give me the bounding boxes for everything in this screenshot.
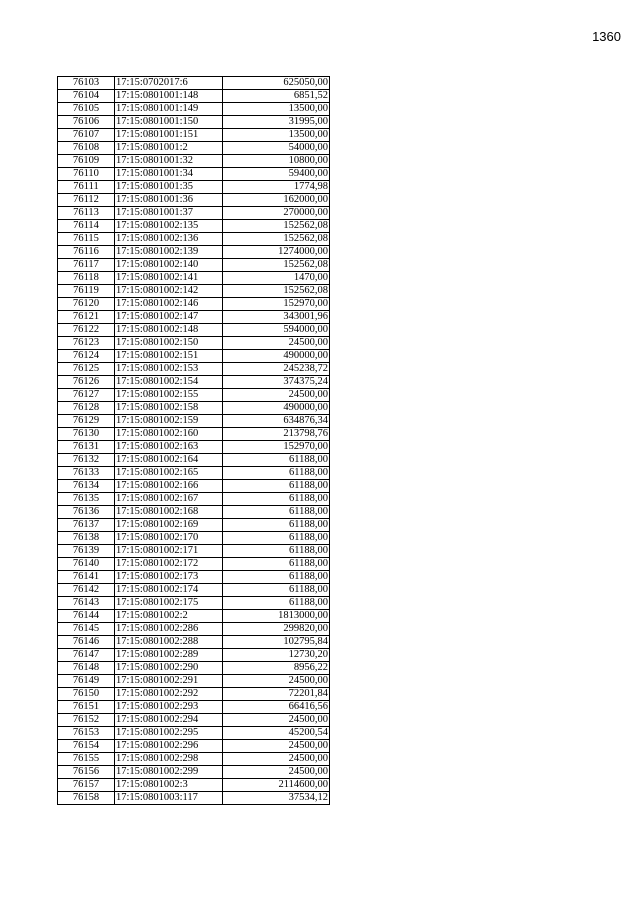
cadastral-number-cell: 17:15:0801002:291 bbox=[115, 675, 223, 688]
table-row bbox=[58, 662, 330, 675]
table-row bbox=[58, 363, 330, 376]
value-cell: 61188,00 bbox=[223, 584, 330, 597]
value-cell: 61188,00 bbox=[223, 454, 330, 467]
table-row bbox=[58, 766, 330, 779]
cadastral-number-cell: 17:15:0801001:32 bbox=[115, 155, 223, 168]
row-id-cell: 76120 bbox=[58, 298, 115, 311]
cadastral-number-cell: 17:15:0801003:117 bbox=[115, 792, 223, 805]
cadastral-number-cell: 17:15:0801002:164 bbox=[115, 454, 223, 467]
table-row bbox=[58, 688, 330, 701]
row-id-cell: 76121 bbox=[58, 311, 115, 324]
value-cell: 24500,00 bbox=[223, 766, 330, 779]
value-cell: 213798,76 bbox=[223, 428, 330, 441]
value-cell: 61188,00 bbox=[223, 558, 330, 571]
table-row bbox=[58, 259, 330, 272]
row-id-cell: 76129 bbox=[58, 415, 115, 428]
row-id-cell: 76155 bbox=[58, 753, 115, 766]
row-id-cell: 76147 bbox=[58, 649, 115, 662]
table-row bbox=[58, 740, 330, 753]
value-cell: 625050,00 bbox=[223, 77, 330, 90]
row-id-cell: 76103 bbox=[58, 77, 115, 90]
cadastral-number-cell: 17:15:0801002:296 bbox=[115, 740, 223, 753]
row-id-cell: 76115 bbox=[58, 233, 115, 246]
value-cell: 61188,00 bbox=[223, 597, 330, 610]
value-cell: 61188,00 bbox=[223, 506, 330, 519]
table-row bbox=[58, 168, 330, 181]
cadastral-number-cell: 17:15:0801002:174 bbox=[115, 584, 223, 597]
value-cell: 61188,00 bbox=[223, 467, 330, 480]
table-row bbox=[58, 402, 330, 415]
value-cell: 24500,00 bbox=[223, 714, 330, 727]
value-cell: 24500,00 bbox=[223, 337, 330, 350]
table-row bbox=[58, 181, 330, 194]
row-id-cell: 76106 bbox=[58, 116, 115, 129]
value-cell: 61188,00 bbox=[223, 480, 330, 493]
table-row bbox=[58, 337, 330, 350]
cadastral-number-cell: 17:15:0801002:140 bbox=[115, 259, 223, 272]
row-id-cell: 76113 bbox=[58, 207, 115, 220]
cadastral-number-cell: 17:15:0801002:170 bbox=[115, 532, 223, 545]
table-row bbox=[58, 298, 330, 311]
table-row bbox=[58, 792, 330, 805]
value-cell: 152970,00 bbox=[223, 441, 330, 454]
cadastral-number-cell: 17:15:0801002:159 bbox=[115, 415, 223, 428]
cadastral-number-cell: 17:15:0801002:290 bbox=[115, 662, 223, 675]
table-row bbox=[58, 77, 330, 90]
row-id-cell: 76131 bbox=[58, 441, 115, 454]
value-cell: 152970,00 bbox=[223, 298, 330, 311]
value-cell: 24500,00 bbox=[223, 753, 330, 766]
row-id-cell: 76145 bbox=[58, 623, 115, 636]
row-id-cell: 76136 bbox=[58, 506, 115, 519]
row-id-cell: 76108 bbox=[58, 142, 115, 155]
value-cell: 13500,00 bbox=[223, 129, 330, 142]
cadastral-number-cell: 17:15:0801002:153 bbox=[115, 363, 223, 376]
value-cell: 13500,00 bbox=[223, 103, 330, 116]
value-cell: 162000,00 bbox=[223, 194, 330, 207]
row-id-cell: 76133 bbox=[58, 467, 115, 480]
row-id-cell: 76125 bbox=[58, 363, 115, 376]
row-id-cell: 76135 bbox=[58, 493, 115, 506]
table-row bbox=[58, 480, 330, 493]
row-id-cell: 76130 bbox=[58, 428, 115, 441]
value-cell: 1470,00 bbox=[223, 272, 330, 285]
cadastral-number-cell: 17:15:0801002:158 bbox=[115, 402, 223, 415]
table-row bbox=[58, 506, 330, 519]
cadastral-number-cell: 17:15:0801002:168 bbox=[115, 506, 223, 519]
table-row bbox=[58, 415, 330, 428]
cadastral-number-cell: 17:15:0801002:142 bbox=[115, 285, 223, 298]
row-id-cell: 76156 bbox=[58, 766, 115, 779]
cadastral-number-cell: 17:15:0801001:150 bbox=[115, 116, 223, 129]
table-row bbox=[58, 376, 330, 389]
cadastral-number-cell: 17:15:0801002:151 bbox=[115, 350, 223, 363]
value-cell: 37534,12 bbox=[223, 792, 330, 805]
table-row bbox=[58, 727, 330, 740]
row-id-cell: 76157 bbox=[58, 779, 115, 792]
cadastral-number-cell: 17:15:0801002:135 bbox=[115, 220, 223, 233]
value-cell: 24500,00 bbox=[223, 675, 330, 688]
cadastral-number-cell: 17:15:0801002:141 bbox=[115, 272, 223, 285]
cadastral-number-cell: 17:15:0801002:3 bbox=[115, 779, 223, 792]
cadastral-number-cell: 17:15:0801002:294 bbox=[115, 714, 223, 727]
table-row bbox=[58, 519, 330, 532]
page-number: 1360 bbox=[592, 29, 621, 44]
cadastral-number-cell: 17:15:0801002:2 bbox=[115, 610, 223, 623]
row-id-cell: 76123 bbox=[58, 337, 115, 350]
value-cell: 66416,56 bbox=[223, 701, 330, 714]
table-row bbox=[58, 493, 330, 506]
table-body bbox=[58, 77, 330, 805]
value-cell: 24500,00 bbox=[223, 740, 330, 753]
table-row bbox=[58, 532, 330, 545]
value-cell: 102795,84 bbox=[223, 636, 330, 649]
cadastral-number-cell: 17:15:0801002:155 bbox=[115, 389, 223, 402]
value-cell: 61188,00 bbox=[223, 532, 330, 545]
value-cell: 374375,24 bbox=[223, 376, 330, 389]
table-row bbox=[58, 623, 330, 636]
row-id-cell: 76141 bbox=[58, 571, 115, 584]
cadastral-number-cell: 17:15:0801001:2 bbox=[115, 142, 223, 155]
value-cell: 1274000,00 bbox=[223, 246, 330, 259]
table-row bbox=[58, 779, 330, 792]
row-id-cell: 76154 bbox=[58, 740, 115, 753]
value-cell: 490000,00 bbox=[223, 350, 330, 363]
table-row bbox=[58, 701, 330, 714]
cadastral-number-cell: 17:15:0801002:295 bbox=[115, 727, 223, 740]
cadastral-number-cell: 17:15:0801001:151 bbox=[115, 129, 223, 142]
value-cell: 59400,00 bbox=[223, 168, 330, 181]
row-id-cell: 76152 bbox=[58, 714, 115, 727]
table-row bbox=[58, 220, 330, 233]
table-row bbox=[58, 597, 330, 610]
table-row bbox=[58, 545, 330, 558]
row-id-cell: 76127 bbox=[58, 389, 115, 402]
value-cell: 152562,08 bbox=[223, 233, 330, 246]
cadastral-number-cell: 17:15:0801001:148 bbox=[115, 90, 223, 103]
table-row bbox=[58, 636, 330, 649]
table-row bbox=[58, 324, 330, 337]
cadastral-number-cell: 17:15:0801002:175 bbox=[115, 597, 223, 610]
cadastral-number-cell: 17:15:0801002:136 bbox=[115, 233, 223, 246]
cadastral-number-cell: 17:15:0801002:150 bbox=[115, 337, 223, 350]
table-row bbox=[58, 428, 330, 441]
value-cell: 152562,08 bbox=[223, 285, 330, 298]
value-cell: 594000,00 bbox=[223, 324, 330, 337]
value-cell: 634876,34 bbox=[223, 415, 330, 428]
value-cell: 61188,00 bbox=[223, 519, 330, 532]
row-id-cell: 76153 bbox=[58, 727, 115, 740]
row-id-cell: 76158 bbox=[58, 792, 115, 805]
cadastral-number-cell: 17:15:0801002:288 bbox=[115, 636, 223, 649]
value-cell: 6851,52 bbox=[223, 90, 330, 103]
row-id-cell: 76117 bbox=[58, 259, 115, 272]
cadastral-number-cell: 17:15:0801001:37 bbox=[115, 207, 223, 220]
value-cell: 24500,00 bbox=[223, 389, 330, 402]
value-cell: 54000,00 bbox=[223, 142, 330, 155]
table-row bbox=[58, 753, 330, 766]
cadastral-number-cell: 17:15:0801002:165 bbox=[115, 467, 223, 480]
cadastral-number-cell: 17:15:0801001:36 bbox=[115, 194, 223, 207]
table-row bbox=[58, 350, 330, 363]
cadastral-number-cell: 17:15:0801002:160 bbox=[115, 428, 223, 441]
row-id-cell: 76128 bbox=[58, 402, 115, 415]
row-id-cell: 76126 bbox=[58, 376, 115, 389]
value-cell: 61188,00 bbox=[223, 493, 330, 506]
value-cell: 270000,00 bbox=[223, 207, 330, 220]
row-id-cell: 76104 bbox=[58, 90, 115, 103]
value-cell: 61188,00 bbox=[223, 571, 330, 584]
cadastral-number-cell: 17:15:0801002:167 bbox=[115, 493, 223, 506]
table-row bbox=[58, 558, 330, 571]
row-id-cell: 76105 bbox=[58, 103, 115, 116]
row-id-cell: 76114 bbox=[58, 220, 115, 233]
table-row bbox=[58, 129, 330, 142]
row-id-cell: 76112 bbox=[58, 194, 115, 207]
value-cell: 8956,22 bbox=[223, 662, 330, 675]
table-row bbox=[58, 246, 330, 259]
row-id-cell: 76122 bbox=[58, 324, 115, 337]
cadastral-number-cell: 17:15:0801001:34 bbox=[115, 168, 223, 181]
row-id-cell: 76149 bbox=[58, 675, 115, 688]
row-id-cell: 76138 bbox=[58, 532, 115, 545]
row-id-cell: 76119 bbox=[58, 285, 115, 298]
table-row bbox=[58, 142, 330, 155]
value-cell: 343001,96 bbox=[223, 311, 330, 324]
cadastral-number-cell: 17:15:0801001:35 bbox=[115, 181, 223, 194]
cadastral-number-cell: 17:15:0801002:154 bbox=[115, 376, 223, 389]
row-id-cell: 76107 bbox=[58, 129, 115, 142]
table-row bbox=[58, 584, 330, 597]
cadastral-number-cell: 17:15:0801002:286 bbox=[115, 623, 223, 636]
value-cell: 245238,72 bbox=[223, 363, 330, 376]
cadastral-number-cell: 17:15:0801002:166 bbox=[115, 480, 223, 493]
row-id-cell: 76109 bbox=[58, 155, 115, 168]
value-cell: 10800,00 bbox=[223, 155, 330, 168]
cadastral-number-cell: 17:15:0801002:171 bbox=[115, 545, 223, 558]
cadastral-number-cell: 17:15:0801002:293 bbox=[115, 701, 223, 714]
cadastral-number-cell: 17:15:0801002:289 bbox=[115, 649, 223, 662]
cadastral-number-cell: 17:15:0801002:139 bbox=[115, 246, 223, 259]
table-row bbox=[58, 285, 330, 298]
value-cell: 45200,54 bbox=[223, 727, 330, 740]
value-cell: 299820,00 bbox=[223, 623, 330, 636]
value-cell: 31995,00 bbox=[223, 116, 330, 129]
table-row bbox=[58, 311, 330, 324]
value-cell: 72201,84 bbox=[223, 688, 330, 701]
row-id-cell: 76150 bbox=[58, 688, 115, 701]
table-row bbox=[58, 675, 330, 688]
value-cell: 152562,08 bbox=[223, 220, 330, 233]
row-id-cell: 76151 bbox=[58, 701, 115, 714]
row-id-cell: 76139 bbox=[58, 545, 115, 558]
table-row bbox=[58, 389, 330, 402]
table-row bbox=[58, 155, 330, 168]
row-id-cell: 76137 bbox=[58, 519, 115, 532]
cadastral-number-cell: 17:15:0801002:163 bbox=[115, 441, 223, 454]
value-cell: 1813000,00 bbox=[223, 610, 330, 623]
cadastral-number-cell: 17:15:0801002:147 bbox=[115, 311, 223, 324]
row-id-cell: 76143 bbox=[58, 597, 115, 610]
table-row bbox=[58, 103, 330, 116]
table-row bbox=[58, 90, 330, 103]
row-id-cell: 76118 bbox=[58, 272, 115, 285]
cadastral-number-cell: 17:15:0801002:148 bbox=[115, 324, 223, 337]
cadastral-number-cell: 17:15:0801002:298 bbox=[115, 753, 223, 766]
row-id-cell: 76144 bbox=[58, 610, 115, 623]
row-id-cell: 76146 bbox=[58, 636, 115, 649]
table-row bbox=[58, 441, 330, 454]
value-cell: 61188,00 bbox=[223, 545, 330, 558]
row-id-cell: 76140 bbox=[58, 558, 115, 571]
value-cell: 2114600,00 bbox=[223, 779, 330, 792]
cadastral-number-cell: 17:15:0801002:146 bbox=[115, 298, 223, 311]
table-row bbox=[58, 272, 330, 285]
row-id-cell: 76148 bbox=[58, 662, 115, 675]
table-row bbox=[58, 233, 330, 246]
value-cell: 152562,08 bbox=[223, 259, 330, 272]
table-row bbox=[58, 454, 330, 467]
table-row bbox=[58, 610, 330, 623]
table-row bbox=[58, 571, 330, 584]
value-cell: 12730,20 bbox=[223, 649, 330, 662]
cadastral-number-cell: 17:15:0702017:6 bbox=[115, 77, 223, 90]
row-id-cell: 76111 bbox=[58, 181, 115, 194]
row-id-cell: 76116 bbox=[58, 246, 115, 259]
cadastral-number-cell: 17:15:0801002:169 bbox=[115, 519, 223, 532]
value-cell: 490000,00 bbox=[223, 402, 330, 415]
cadastral-number-cell: 17:15:0801002:173 bbox=[115, 571, 223, 584]
cadastral-number-cell: 17:15:0801002:292 bbox=[115, 688, 223, 701]
table-row bbox=[58, 467, 330, 480]
cadastral-value-table bbox=[57, 76, 330, 805]
value-cell: 1774,98 bbox=[223, 181, 330, 194]
cadastral-number-cell: 17:15:0801002:299 bbox=[115, 766, 223, 779]
table-row bbox=[58, 714, 330, 727]
table-row bbox=[58, 194, 330, 207]
row-id-cell: 76142 bbox=[58, 584, 115, 597]
cadastral-number-cell: 17:15:0801002:172 bbox=[115, 558, 223, 571]
row-id-cell: 76132 bbox=[58, 454, 115, 467]
row-id-cell: 76110 bbox=[58, 168, 115, 181]
row-id-cell: 76124 bbox=[58, 350, 115, 363]
table-row bbox=[58, 207, 330, 220]
table-row bbox=[58, 116, 330, 129]
table-row bbox=[58, 649, 330, 662]
row-id-cell: 76134 bbox=[58, 480, 115, 493]
cadastral-number-cell: 17:15:0801001:149 bbox=[115, 103, 223, 116]
